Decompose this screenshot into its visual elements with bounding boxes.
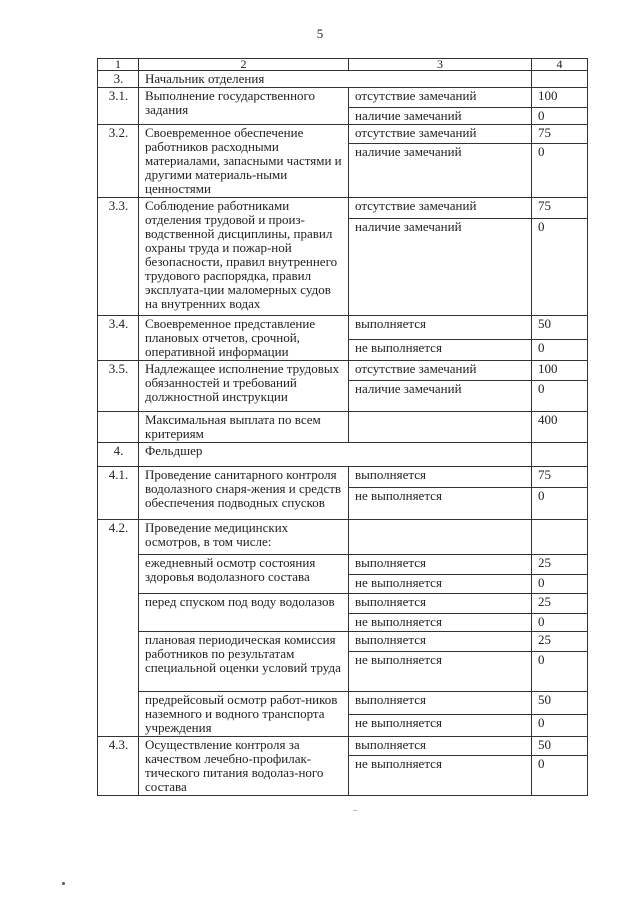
condition-cell: выполняется <box>349 316 532 340</box>
condition-cell: не выполняется <box>349 488 532 520</box>
sub-criterion-row <box>98 632 588 652</box>
sub-criterion-row <box>98 594 588 614</box>
section-row <box>98 443 588 467</box>
condition-cell: не выполняется <box>349 575 532 594</box>
max-total-value: 400 <box>532 412 588 443</box>
criterion-title: Проведение медицинских осмотров, в том числе: <box>139 520 349 555</box>
row-number <box>98 412 139 443</box>
condition-cell: выполняется <box>349 467 532 488</box>
header-row <box>98 59 588 71</box>
points-cell: 75 <box>532 198 588 219</box>
column-header: 4 <box>532 59 588 71</box>
criterion-row <box>98 316 588 340</box>
row-number: 3.5. <box>98 361 139 412</box>
criterion-row <box>98 737 588 756</box>
row-number: 3.4. <box>98 316 139 361</box>
row-number: 3.1. <box>98 88 139 125</box>
condition-cell: наличие замечаний <box>349 219 532 316</box>
points-cell: 50 <box>532 737 588 756</box>
points-cell: 25 <box>532 555 588 575</box>
points-cell: 25 <box>532 594 588 614</box>
points-cell: 0 <box>532 143 588 197</box>
row-number: 3.3. <box>98 198 139 316</box>
sub-criterion-title: плановая периодическая комиссия работников по результатам специальной оценки условий труда <box>139 632 349 692</box>
empty-cell <box>532 443 588 467</box>
points-cell: 75 <box>532 467 588 488</box>
points-cell: 0 <box>532 715 588 737</box>
condition-cell: выполняется <box>349 632 532 652</box>
sub-criterion-title: перед спуском под воду водолазов <box>139 594 349 632</box>
empty-cell <box>532 520 588 555</box>
sub-criterion-row <box>98 555 588 575</box>
condition-cell: наличие замечаний <box>349 108 532 125</box>
column-header: 3 <box>349 59 532 71</box>
points-cell: 75 <box>532 125 588 144</box>
criterion-row <box>98 198 588 219</box>
total-row <box>98 412 588 443</box>
points-cell: 0 <box>532 614 588 632</box>
condition-cell: отсутствие замечаний <box>349 361 532 381</box>
criterion-row <box>98 467 588 488</box>
points-cell: 0 <box>532 339 588 360</box>
criterion-title: Своевременное представление плановых отчетов, срочной, оперативной информации <box>139 316 349 361</box>
scan-speck <box>353 810 357 811</box>
sub-criterion-title: ежедневный осмотр состояния здоровья водолазного состава <box>139 555 349 594</box>
condition-cell: выполняется <box>349 555 532 575</box>
row-number: 4.1. <box>98 467 139 520</box>
points-cell: 0 <box>532 756 588 796</box>
points-cell: 0 <box>532 652 588 692</box>
row-number: 4.3. <box>98 737 139 796</box>
section-title: Начальник отделения <box>139 71 532 88</box>
condition-cell: не выполняется <box>349 715 532 737</box>
empty-cell <box>349 412 532 443</box>
scan-dot <box>62 882 65 885</box>
criteria-table <box>97 58 588 796</box>
criterion-title: Соблюдение работниками отделения трудовой и произ-водственной дисциплины, правил охраны труда и пожар-ной безопасности, правил внутреннего трудового распорядка, правил эксплуата-ции маломерных судов на внутренних водах <box>139 198 349 316</box>
page-number: 5 <box>316 26 324 41</box>
row-number: 3.2. <box>98 125 139 198</box>
column-header: 2 <box>139 59 349 71</box>
points-cell: 50 <box>532 692 588 715</box>
section-title: Фельдшер <box>139 443 532 467</box>
criterion-title: Своевременное обеспечение работников расходными материалами, запасными частями и другими материаль-ными ценностями <box>139 125 349 198</box>
points-cell: 25 <box>532 632 588 652</box>
empty-cell <box>532 71 588 88</box>
sub-criterion-row <box>98 692 588 715</box>
condition-cell: не выполняется <box>349 756 532 796</box>
condition-cell: наличие замечаний <box>349 143 532 197</box>
points-cell: 50 <box>532 316 588 340</box>
condition-cell: не выполняется <box>349 614 532 632</box>
section-row <box>98 71 588 88</box>
sub-criterion-title: предрейсовый осмотр работ-ников наземного и водного транспорта учреждения <box>139 692 349 737</box>
criterion-row <box>98 125 588 144</box>
condition-cell: не выполняется <box>349 339 532 360</box>
row-number: 3. <box>98 71 139 88</box>
row-number: 4. <box>98 443 139 467</box>
points-cell: 0 <box>532 488 588 520</box>
condition-cell: отсутствие замечаний <box>349 125 532 144</box>
condition-cell: отсутствие замечаний <box>349 198 532 219</box>
condition-cell: выполняется <box>349 594 532 614</box>
points-cell: 0 <box>532 381 588 412</box>
points-cell: 100 <box>532 88 588 108</box>
row-number: 4.2. <box>98 520 139 737</box>
criterion-title: Осуществление контроля за качеством лечебно-профилак-тического питания водолаз-ного состава <box>139 737 349 796</box>
condition-cell: выполняется <box>349 692 532 715</box>
criterion-title: Надлежащее исполнение трудовых обязанностей и требований должностной инструкции <box>139 361 349 412</box>
column-header: 1 <box>98 59 139 71</box>
points-cell: 100 <box>532 361 588 381</box>
condition-cell: отсутствие замечаний <box>349 88 532 108</box>
condition-cell: наличие замечаний <box>349 381 532 412</box>
condition-cell: не выполняется <box>349 652 532 692</box>
criterion-title: Выполнение государственного задания <box>139 88 349 125</box>
criterion-title: Проведение санитарного контроля водолазного снаря-жения и средств обеспечения подводных спусков <box>139 467 349 520</box>
points-cell: 0 <box>532 219 588 316</box>
criterion-row <box>98 520 588 555</box>
criterion-row <box>98 88 588 108</box>
criterion-title: Максимальная выплата по всем критериям <box>139 412 349 443</box>
points-cell: 0 <box>532 575 588 594</box>
condition-cell: выполняется <box>349 737 532 756</box>
empty-cell <box>349 520 532 555</box>
points-cell: 0 <box>532 108 588 125</box>
criterion-row <box>98 361 588 381</box>
